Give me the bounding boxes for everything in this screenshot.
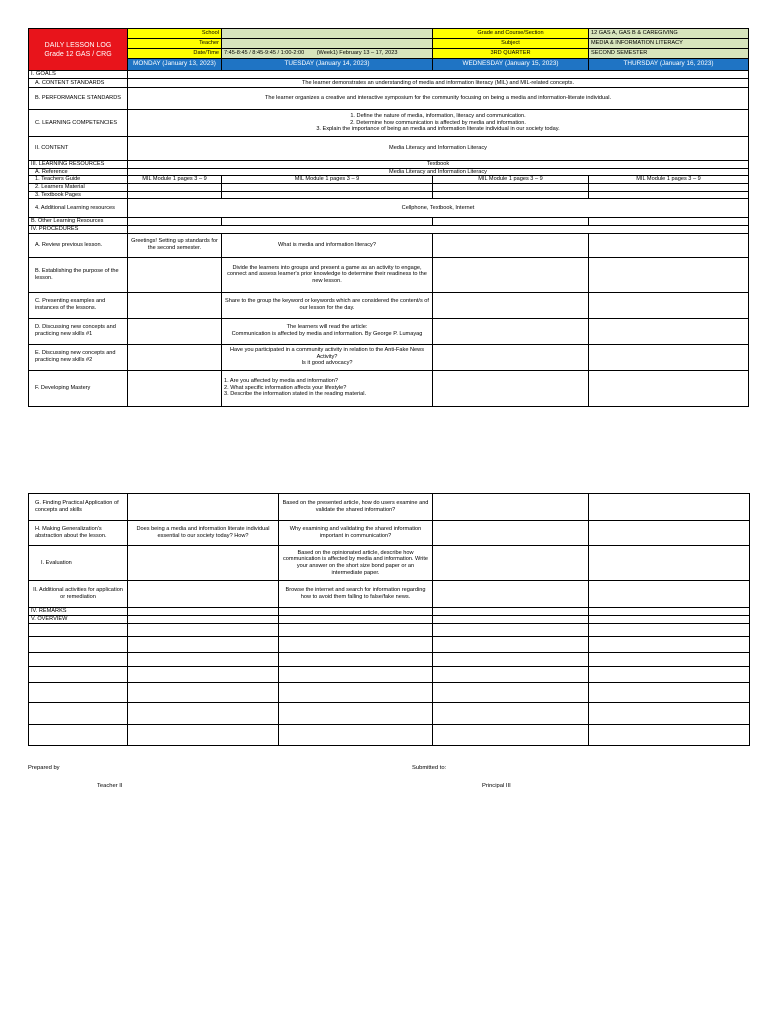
empty-cell xyxy=(279,725,433,746)
goals-heading-blank xyxy=(128,71,749,79)
competency-1: 1. Define the nature of media, information, literacy and communication. xyxy=(350,113,526,120)
developing-mastery-label: F. Developing Mastery xyxy=(29,370,128,406)
performance-standards-label: B. PERFORMANCE STANDARDS xyxy=(29,88,128,110)
empty-cell xyxy=(433,667,589,683)
quarter-value: 3RD QUARTER xyxy=(433,49,589,59)
empty-cell xyxy=(589,218,749,226)
empty-cell xyxy=(29,667,128,683)
school-label: School xyxy=(128,29,222,39)
teachers-guide-mon: MIL Module 1 pages 3 – 9 xyxy=(128,176,222,184)
empty-cell xyxy=(128,624,279,637)
developing-mastery-tue xyxy=(222,370,433,406)
empty-cell xyxy=(433,581,589,608)
teachers-guide-tue: MIL Module 1 pages 3 – 9 xyxy=(222,176,433,184)
empty-cell xyxy=(128,191,222,199)
resources-heading-value: Textbook xyxy=(128,161,749,169)
reference-label: A. Reference xyxy=(29,168,128,176)
grade-value: 12 GAS A, GAS B & CAREGIVING xyxy=(589,29,749,39)
goals-heading: I. GOALS xyxy=(29,71,128,79)
empty-cell xyxy=(279,653,433,667)
empty-cell xyxy=(433,257,589,292)
competency-3: 3. Explain the importance of being an media and information literate individual in our society today. xyxy=(316,126,560,133)
empty-cell xyxy=(433,184,589,192)
empty-cell xyxy=(128,653,279,667)
learning-competencies-label: C. LEARNING COMPETENCIES xyxy=(29,110,128,137)
empty-cell xyxy=(128,292,222,318)
empty-cell xyxy=(128,494,279,521)
empty-cell xyxy=(433,318,589,344)
practical-application-tue: Based on the presented article, how do users examine and validate the shared information? xyxy=(279,494,433,521)
empty-cell xyxy=(128,318,222,344)
mastery-question-2: 2. What specific information affects your lifestyle? xyxy=(224,384,347,391)
procedures-heading: IV. PROCEDURES xyxy=(29,225,128,233)
empty-cell xyxy=(433,191,589,199)
mastery-question-3: 3. Describe the information stated in the reading material. xyxy=(224,391,367,398)
prepared-by-label: Prepared by xyxy=(28,765,60,771)
article-intro: The learners will read the article: xyxy=(286,324,368,331)
empty-cell xyxy=(589,616,750,624)
empty-cell xyxy=(589,292,749,318)
generalization-label: H. Making Generalization's abstraction about the lesson. xyxy=(29,521,128,546)
empty-cell xyxy=(29,653,128,667)
empty-cell xyxy=(589,521,750,546)
resources-heading: III. LEARNING RESOURCES xyxy=(29,161,128,169)
empty-cell xyxy=(589,546,750,581)
content-standards-label: A. CONTENT STANDARDS xyxy=(29,79,128,88)
empty-cell xyxy=(589,683,750,703)
empty-cell xyxy=(589,581,750,608)
empty-cell xyxy=(128,608,279,616)
grade-label: Grade and Course/Section xyxy=(433,29,589,39)
empty-cell xyxy=(128,225,749,233)
school-value xyxy=(222,29,433,39)
title-line-2: Grade 12 GAS / CRG xyxy=(44,50,112,58)
discussing-concepts-1-label: D. Discussing new concepts and practicing new skills #1 xyxy=(29,318,128,344)
empty-cell xyxy=(433,608,589,616)
empty-cell xyxy=(433,494,589,521)
establishing-purpose-label: B. Establishing the purpose of the lesson. xyxy=(29,257,128,292)
evaluation-tue: Based on the opinionated article, describe how communication is affected by media and information. Write your answer on the short size bond paper or an intermediate paper. xyxy=(279,546,433,581)
empty-cell xyxy=(433,683,589,703)
empty-cell xyxy=(128,683,279,703)
day-thursday: THURSDAY (January 16, 2023) xyxy=(589,59,749,71)
empty-cell xyxy=(128,344,222,370)
performance-standards-text: The learner organizes a creative and interactive symposium for the community focusing on being a media and information-literate individual. xyxy=(128,88,749,110)
empty-cell xyxy=(433,218,589,226)
empty-cell xyxy=(128,546,279,581)
teachers-guide-wed: MIL Module 1 pages 3 – 9 xyxy=(433,176,589,184)
empty-cell xyxy=(433,725,589,746)
empty-cell xyxy=(589,494,750,521)
additional-activities-label: II. Additional activities for application or remediation xyxy=(29,581,128,608)
content-text: Media Literacy and Information Literacy xyxy=(128,137,749,161)
empty-cell xyxy=(128,257,222,292)
empty-cell xyxy=(589,344,749,370)
empty-cell xyxy=(433,637,589,653)
empty-cell xyxy=(128,184,222,192)
empty-cell xyxy=(433,521,589,546)
lesson-log-table-part2 xyxy=(28,493,750,746)
evaluation-label: I. Evaluation xyxy=(29,546,128,581)
mastery-question-1: 1. Are you affected by media and information? xyxy=(224,378,339,385)
empty-cell xyxy=(589,191,749,199)
advocacy-question: Is it good advocacy? xyxy=(301,360,353,367)
empty-cell xyxy=(433,653,589,667)
community-question: Have you participated in a community activity in relation to the Anti-Fake News Activity? xyxy=(229,347,424,360)
empty-cell xyxy=(589,184,749,192)
empty-cell xyxy=(222,184,433,192)
datetime-label: Date/Time xyxy=(128,49,222,59)
teacher-label: Teacher xyxy=(128,39,222,49)
additional-resources-value: Cellphone, Textbook, Internet xyxy=(128,199,749,218)
principal-title: Principal III xyxy=(482,783,511,789)
content-label: II. CONTENT xyxy=(29,137,128,161)
review-lesson-label: A. Review previous lesson. xyxy=(29,233,128,257)
learners-material-label: 2. Learners Material xyxy=(29,184,128,192)
generalization-tue: Why examining and validating the shared information important in communication? xyxy=(279,521,433,546)
empty-cell xyxy=(29,637,128,653)
empty-cell xyxy=(29,725,128,746)
empty-cell xyxy=(128,703,279,725)
empty-cell xyxy=(128,218,222,226)
submitted-to-label: Submitted to: xyxy=(412,765,447,771)
empty-cell xyxy=(128,667,279,683)
remarks-label: IV. REMARKS xyxy=(29,608,128,616)
reference-value: Media Literacy and Information Literacy xyxy=(128,168,749,176)
establishing-purpose-tue: Divide the learners into groups and present a game as an activity to engage, connect and assess learner's prior knowledge to determine their readiness to the new lesson. xyxy=(222,257,433,292)
empty-cell xyxy=(279,667,433,683)
empty-cell xyxy=(589,608,750,616)
discussing-concepts-1-tue xyxy=(222,318,433,344)
empty-cell xyxy=(433,624,589,637)
empty-cell xyxy=(128,725,279,746)
empty-cell xyxy=(128,581,279,608)
teachers-guide-thu: MIL Module 1 pages 3 – 9 xyxy=(589,176,749,184)
generalization-mon: Does being a media and information literate individual essential to our society today? How? xyxy=(128,521,279,546)
daily-lesson-log-title xyxy=(29,29,128,71)
discussing-concepts-2-tue xyxy=(222,344,433,370)
empty-cell xyxy=(589,667,750,683)
presenting-examples-tue: Share to the group the keyword or keywords which are considered the content/s of our lesson for the day. xyxy=(222,292,433,318)
article-title: Communication is affected by media and information. By George P. Lumayag xyxy=(231,331,423,338)
learning-competencies-text xyxy=(128,110,749,137)
empty-cell xyxy=(589,725,750,746)
empty-cell xyxy=(589,318,749,344)
empty-cell xyxy=(433,370,589,406)
empty-cell xyxy=(222,191,433,199)
empty-cell xyxy=(29,624,128,637)
additional-resources-label: 4. Additional Learning resources xyxy=(29,199,128,218)
subject-value: MEDIA & INFORMATION LITERACY xyxy=(589,39,749,49)
teachers-guide-label: 1. Teachers Guide xyxy=(29,176,128,184)
empty-cell xyxy=(279,683,433,703)
empty-cell xyxy=(279,616,433,624)
content-standards-text: The learner demonstrates an understanding of media and information literacy (MIL) and MIL-related concepts. xyxy=(128,79,749,88)
empty-cell xyxy=(433,233,589,257)
empty-cell xyxy=(433,546,589,581)
empty-cell xyxy=(279,624,433,637)
empty-cell xyxy=(29,683,128,703)
empty-cell xyxy=(589,370,749,406)
datetime-value xyxy=(222,49,433,59)
empty-cell xyxy=(589,703,750,725)
empty-cell xyxy=(589,653,750,667)
competency-2: 2. Determine how communication is affected by media and information. xyxy=(350,119,526,126)
empty-cell xyxy=(222,218,433,226)
teacher-title: Teacher II xyxy=(97,783,123,789)
empty-cell xyxy=(29,703,128,725)
review-lesson-tue: What is media and information literacy? xyxy=(222,233,433,257)
day-monday: MONDAY (January 13, 2023) xyxy=(128,59,222,71)
empty-cell xyxy=(279,703,433,725)
additional-activities-tue: Browse the internet and search for information regarding how to avoid them falling to false/fake news. xyxy=(279,581,433,608)
empty-cell xyxy=(279,608,433,616)
empty-cell xyxy=(433,703,589,725)
review-lesson-mon: Greetings! Setting up standards for the second semester. xyxy=(128,233,222,257)
textbook-pages-label: 3. Textbook Pages xyxy=(29,191,128,199)
other-resources-label: B. Other Learning Resources xyxy=(29,218,128,226)
empty-cell xyxy=(433,344,589,370)
presenting-examples-label: C. Presenting examples and instances of the lessons. xyxy=(29,292,128,318)
empty-cell xyxy=(433,616,589,624)
empty-cell xyxy=(128,637,279,653)
empty-cell xyxy=(589,233,749,257)
discussing-concepts-2-label: E. Discussing new concepts and practicing new skills #2 xyxy=(29,344,128,370)
empty-cell xyxy=(433,292,589,318)
lesson-log-table-part1 xyxy=(28,28,749,407)
week-dates: (Week1) February 13 – 17, 2023 xyxy=(316,50,398,57)
empty-cell xyxy=(589,624,750,637)
empty-cell xyxy=(128,616,279,624)
time-slots: 7:45-8:45 / 8:45-9:45 / 1:00-2:00 xyxy=(224,50,305,57)
title-line-1: DAILY LESSON LOG xyxy=(44,41,112,49)
day-wednesday: WEDNESDAY (January 15, 2023) xyxy=(433,59,589,71)
subject-label: Subject xyxy=(433,39,589,49)
semester-value: SECOND SEMESTER xyxy=(589,49,749,59)
empty-cell xyxy=(589,637,750,653)
practical-application-label: G. Finding Practical Application of concepts and skills xyxy=(29,494,128,521)
empty-cell xyxy=(589,257,749,292)
overview-label: V. OVERVIEW xyxy=(29,616,128,624)
teacher-value xyxy=(222,39,433,49)
day-tuesday: TUESDAY (January 14, 2023) xyxy=(222,59,433,71)
empty-cell xyxy=(279,637,433,653)
empty-cell xyxy=(128,370,222,406)
